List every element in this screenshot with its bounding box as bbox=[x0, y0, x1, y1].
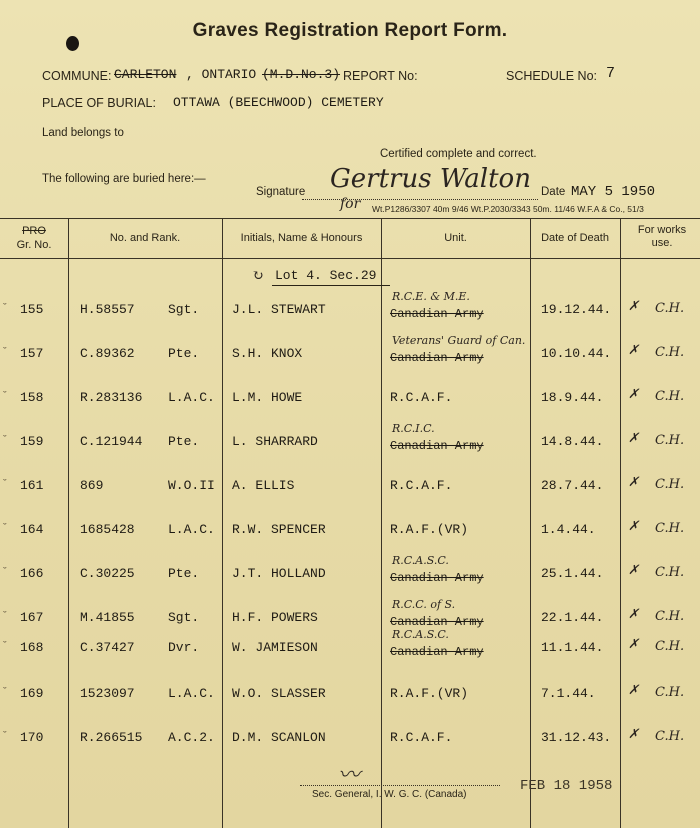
signature-line bbox=[302, 199, 538, 200]
received-stamp-date: FEB 18 1958 bbox=[520, 778, 613, 794]
rank: Sgt. bbox=[168, 610, 200, 625]
unit: R.C.A.F. bbox=[390, 390, 453, 405]
row-check-icon: ˇ bbox=[3, 522, 7, 534]
works-mark: C.H. bbox=[655, 729, 685, 744]
unit: R.A.F.(VR) bbox=[390, 522, 469, 537]
grave-number: 164 bbox=[20, 522, 44, 537]
row-check-icon: ˇ bbox=[3, 566, 7, 578]
row-check-icon: ˇ bbox=[3, 390, 7, 402]
grave-number: 161 bbox=[20, 478, 44, 493]
row-check-icon: ˇ bbox=[3, 610, 7, 622]
printer-line: Wt.P1286/3307 40m 9/46 Wt.P.2030/3343 50m. 11/46 W.F.A & Co., 51/3 bbox=[372, 204, 644, 214]
sec-general-label: Sec. General, I. W. G. C. (Canada) bbox=[312, 789, 467, 800]
date-of-death: 22.1.44. bbox=[541, 610, 604, 625]
rank: Pte. bbox=[168, 346, 200, 361]
works-mark: C.H. bbox=[655, 477, 685, 492]
works-mark: C.H. bbox=[655, 521, 685, 536]
grave-number: 158 bbox=[20, 390, 44, 405]
service-number: 1523097 bbox=[80, 686, 135, 701]
unit-crossed: Canadian Army bbox=[390, 571, 484, 585]
service-number: C.89362 bbox=[80, 346, 135, 361]
unit: R.C.A.F. bbox=[390, 730, 453, 745]
buried-label: The following are buried here:— bbox=[42, 173, 206, 185]
name: W. JAMIESON bbox=[232, 640, 318, 655]
service-number: M.41855 bbox=[80, 610, 135, 625]
grave-number: 169 bbox=[20, 686, 44, 701]
unit-handwritten: R.C.I.C. bbox=[392, 422, 435, 435]
signature-hand: Gertrus Walton bbox=[330, 164, 531, 194]
service-number: C.30225 bbox=[80, 566, 135, 581]
date-of-death: 28.7.44. bbox=[541, 478, 604, 493]
burial-value: OTTAWA (BEECHWOOD) CEMETERY bbox=[173, 95, 384, 110]
works-check-icon: ✗ bbox=[628, 637, 639, 652]
schedule-label: SCHEDULE No: bbox=[506, 69, 597, 83]
col-header-works: For works use. bbox=[637, 224, 687, 249]
works-check-icon: ✗ bbox=[628, 563, 639, 578]
sec-signature-line bbox=[300, 785, 500, 786]
col-divider-1 bbox=[68, 218, 69, 828]
name: L.M. HOWE bbox=[232, 390, 303, 405]
date-value: MAY 5 1950 bbox=[571, 184, 656, 200]
works-mark: C.H. bbox=[655, 685, 685, 700]
name: H.F. POWERS bbox=[232, 610, 318, 625]
date-of-death: 7.1.44. bbox=[541, 686, 596, 701]
unit-crossed: Canadian Army bbox=[390, 439, 484, 453]
report-label: REPORT No: bbox=[343, 69, 418, 83]
unit: R.C.A.F. bbox=[390, 478, 453, 493]
rank: L.A.C. bbox=[168, 686, 215, 701]
grave-number: 166 bbox=[20, 566, 44, 581]
rank: Pte. bbox=[168, 434, 200, 449]
lot-line: Lot 4. Sec.29 bbox=[275, 268, 377, 283]
date-of-death: 10.10.44. bbox=[541, 346, 612, 361]
commune-crossed: CARLETON bbox=[114, 67, 177, 82]
table-top-rule bbox=[0, 218, 700, 219]
unit-crossed: Canadian Army bbox=[390, 307, 484, 321]
rank: L.A.C. bbox=[168, 390, 215, 405]
date-of-death: 19.12.44. bbox=[541, 302, 612, 317]
rank: Sgt. bbox=[168, 302, 200, 317]
col-divider-3 bbox=[381, 218, 382, 828]
land-label: Land belongs to bbox=[42, 127, 124, 139]
commune-label: COMMUNE: bbox=[42, 69, 112, 83]
name: S.H. KNOX bbox=[232, 346, 303, 361]
service-number: C.121944 bbox=[80, 434, 143, 449]
name: J.T. HOLLAND bbox=[232, 566, 326, 581]
col-header-unit: Unit. bbox=[444, 232, 467, 244]
works-check-icon: ✗ bbox=[628, 519, 639, 534]
row-check-icon: ˇ bbox=[3, 346, 7, 358]
name: D.M. SCANLON bbox=[232, 730, 326, 745]
md-crossed: (M.D.No.3) bbox=[262, 67, 341, 82]
service-number: 1685428 bbox=[80, 522, 135, 537]
row-check-icon: ˇ bbox=[3, 478, 7, 490]
date-label: Date bbox=[541, 186, 566, 198]
works-mark: C.H. bbox=[655, 433, 685, 448]
service-number: R.283136 bbox=[80, 390, 143, 405]
sec-general-signature: 〰 bbox=[338, 763, 361, 788]
lot-arrow-icon: ↻ bbox=[252, 268, 264, 284]
works-check-icon: ✗ bbox=[628, 299, 639, 314]
works-check-icon: ✗ bbox=[628, 343, 639, 358]
unit-handwritten: R.C.C. of S. bbox=[392, 598, 456, 611]
service-number: C.37427 bbox=[80, 640, 135, 655]
works-mark: C.H. bbox=[655, 609, 685, 624]
rank: Pte. bbox=[168, 566, 200, 581]
name: J.L. STEWART bbox=[232, 302, 326, 317]
col-divider-2 bbox=[222, 218, 223, 828]
works-check-icon: ✗ bbox=[628, 387, 639, 402]
works-mark: C.H. bbox=[655, 389, 685, 404]
col-header-grno-crossed: PRO bbox=[22, 225, 46, 237]
row-check-icon: ˇ bbox=[3, 640, 7, 652]
works-mark: C.H. bbox=[655, 301, 685, 316]
grave-number: 159 bbox=[20, 434, 44, 449]
rank: Dvr. bbox=[168, 640, 200, 655]
name: L. SHARRARD bbox=[232, 434, 318, 449]
unit: R.A.F.(VR) bbox=[390, 686, 469, 701]
unit-handwritten: R.C.E. & M.E. bbox=[392, 290, 470, 303]
burial-label: PLACE OF BURIAL: bbox=[42, 96, 156, 110]
unit-crossed: Canadian Army bbox=[390, 615, 484, 629]
works-check-icon: ✗ bbox=[628, 431, 639, 446]
unit-handwritten: R.C.A.S.C. bbox=[392, 628, 449, 641]
works-mark: C.H. bbox=[655, 565, 685, 580]
col-divider-4 bbox=[530, 218, 531, 828]
works-mark: C.H. bbox=[655, 345, 685, 360]
grave-number: 155 bbox=[20, 302, 44, 317]
form-title: Graves Registration Report Form. bbox=[192, 20, 508, 41]
signature-for: for bbox=[340, 196, 361, 212]
grave-number: 167 bbox=[20, 610, 44, 625]
name: R.W. SPENCER bbox=[232, 522, 326, 537]
works-check-icon: ✗ bbox=[628, 683, 639, 698]
date-of-death: 31.12.43. bbox=[541, 730, 612, 745]
grave-number: 157 bbox=[20, 346, 44, 361]
date-of-death: 18.9.44. bbox=[541, 390, 604, 405]
name: W.O. SLASSER bbox=[232, 686, 326, 701]
works-check-icon: ✗ bbox=[628, 607, 639, 622]
rank: W.O.II bbox=[168, 478, 215, 493]
unit-handwritten: Veterans' Guard of Can. bbox=[392, 334, 526, 347]
commune-value: , ONTARIO bbox=[186, 67, 257, 82]
col-divider-5 bbox=[620, 218, 621, 828]
schedule-value: 7 bbox=[606, 65, 616, 82]
grave-number: 170 bbox=[20, 730, 44, 745]
works-check-icon: ✗ bbox=[628, 727, 639, 742]
rank: L.A.C. bbox=[168, 522, 215, 537]
col-header-death: Date of Death bbox=[541, 232, 609, 244]
col-header-name: Initials, Name & Honours bbox=[240, 232, 363, 244]
unit-crossed: Canadian Army bbox=[390, 645, 484, 659]
lot-underline bbox=[272, 285, 390, 286]
col-header-rank: No. and Rank. bbox=[109, 232, 181, 244]
date-of-death: 25.1.44. bbox=[541, 566, 604, 581]
row-check-icon: ˇ bbox=[3, 434, 7, 446]
service-number: H.58557 bbox=[80, 302, 135, 317]
row-check-icon: ˇ bbox=[3, 730, 7, 742]
ink-blot bbox=[66, 36, 79, 51]
row-check-icon: ˇ bbox=[3, 302, 7, 314]
signature-label: Signature bbox=[256, 186, 306, 198]
date-of-death: 1.4.44. bbox=[541, 522, 596, 537]
works-check-icon: ✗ bbox=[628, 475, 639, 490]
unit-handwritten: R.C.A.S.C. bbox=[392, 554, 449, 567]
date-of-death: 11.1.44. bbox=[541, 640, 604, 655]
table-header-rule bbox=[0, 258, 700, 259]
works-mark: C.H. bbox=[655, 639, 685, 654]
row-check-icon: ˇ bbox=[3, 686, 7, 698]
col-header-grno: Gr. No. bbox=[16, 239, 52, 251]
service-number: 869 bbox=[80, 478, 104, 493]
grave-number: 168 bbox=[20, 640, 44, 655]
date-of-death: 14.8.44. bbox=[541, 434, 604, 449]
rank: A.C.2. bbox=[168, 730, 215, 745]
certified-text: Certified complete and correct. bbox=[380, 148, 537, 160]
unit-crossed: Canadian Army bbox=[390, 351, 484, 365]
service-number: R.266515 bbox=[80, 730, 143, 745]
name: A. ELLIS bbox=[232, 478, 295, 493]
